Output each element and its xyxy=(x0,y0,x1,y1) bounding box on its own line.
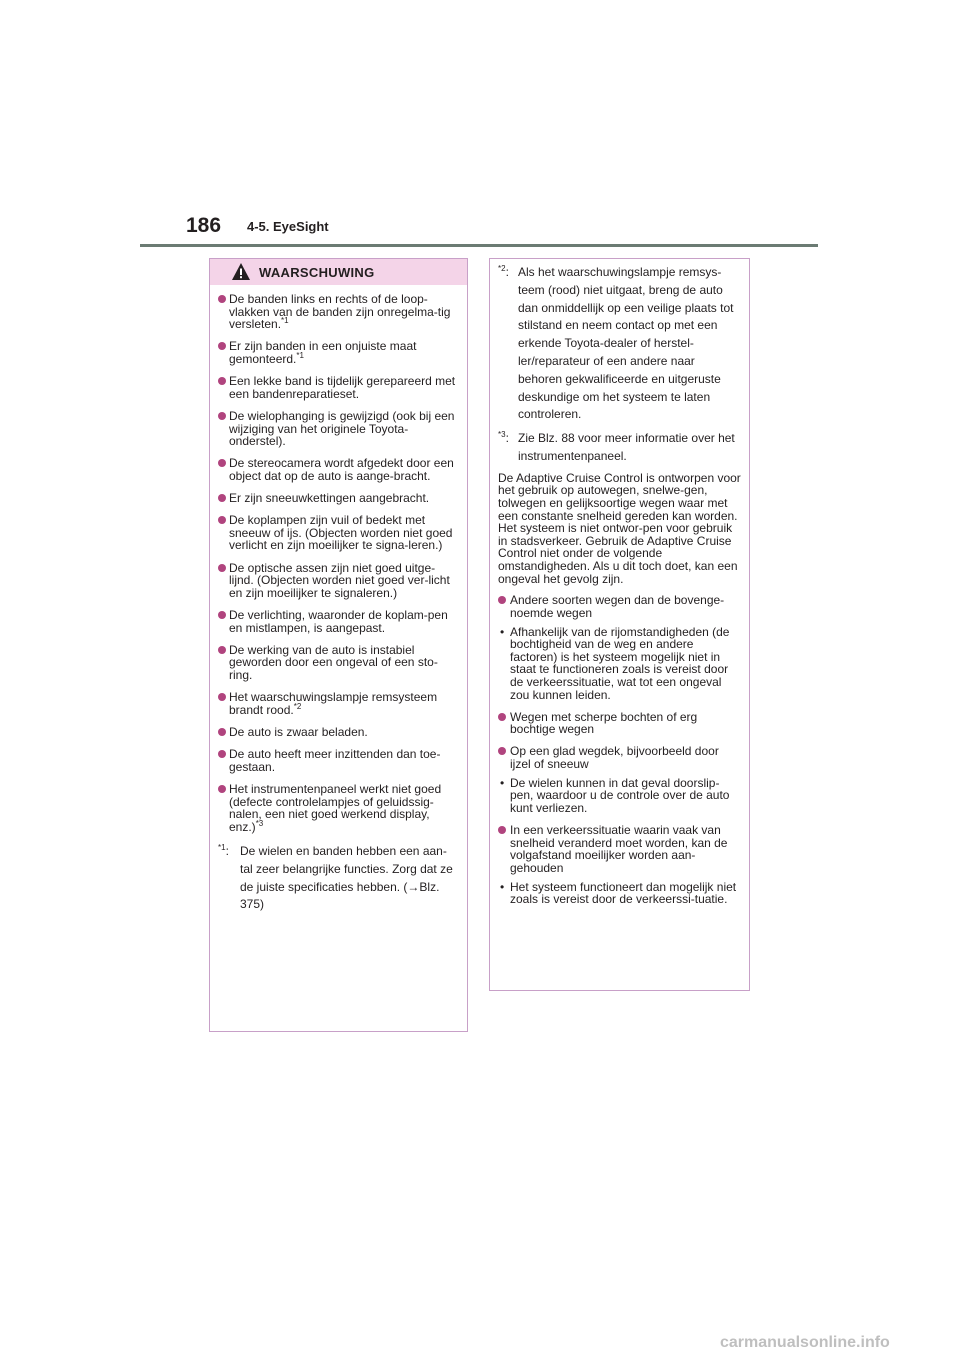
warning-item-text: De auto is zwaar beladen. xyxy=(229,724,368,739)
footnote-1: $^{*1}$: De wielen en banden hebben een aan-tal zeer belangrijke functies. Zorg dat ze de juiste specificaties hebben. (→Blz. 375) xyxy=(218,843,459,914)
bullet-icon xyxy=(218,459,226,467)
warning-item-text: Het waarschuwingslampje remsysteem brandt rood. xyxy=(229,690,438,717)
footnote-ref: *2 xyxy=(293,701,302,711)
warning-item xyxy=(218,562,459,600)
condition-item xyxy=(498,824,741,874)
bullet-icon xyxy=(218,516,226,524)
warning-item xyxy=(218,410,459,448)
bullet-icon xyxy=(218,693,226,701)
warning-triangle-icon xyxy=(231,262,251,282)
footnote-mark: *2 xyxy=(498,264,506,273)
condition-note xyxy=(498,626,741,702)
footnote-text: De wielen en banden hebben een aan-tal zeer belangrijke functies. Zorg dat ze de juiste specificaties hebben. (→Blz. 375) xyxy=(240,843,453,912)
warning-item xyxy=(218,726,459,739)
condition-text: Het systeem functioneert dan mogelijk niet zoals is vereist door de verkeerssi-tuatie. xyxy=(510,879,737,907)
small-dot-icon: • xyxy=(500,775,505,790)
condition-text: Op een glad wegdek, bijvoorbeeld door ijzel of sneeuw xyxy=(510,744,719,771)
warning-item-text: De verlichting, waaronder de koplam-pen en mistlampen, is aangepast. xyxy=(229,608,448,635)
info-box xyxy=(489,258,750,991)
bullet-icon xyxy=(498,826,506,834)
bullet-icon xyxy=(218,342,226,350)
warning-list xyxy=(210,285,467,833)
warning-header xyxy=(210,259,467,285)
page-number: 186 xyxy=(186,214,222,237)
warning-item-text: De wielophanging is gewijzigd (ook bij een wijziging van het originele Toyota-onderstel). xyxy=(229,408,455,449)
warning-title: WAARSCHUWING xyxy=(259,265,375,280)
warning-item xyxy=(218,748,459,773)
condition-note xyxy=(498,777,741,815)
condition-item xyxy=(498,594,741,619)
warning-item xyxy=(218,609,459,634)
bullet-icon xyxy=(498,596,506,604)
bullet-icon xyxy=(218,646,226,654)
footnote-3: $^{*3}$: Zie Blz. 88 voor meer informatie over het instrumentenpaneel. xyxy=(498,430,741,466)
footnote-text: Zie Blz. 88 voor meer informatie over het instrumentenpaneel. xyxy=(518,431,735,463)
header-rule xyxy=(140,244,818,247)
bullet-icon xyxy=(218,377,226,385)
condition-list xyxy=(498,594,741,906)
condition-text: Afhankelijk van de rijomstandigheden (de bochtigheid van de weg en andere factoren) is het systeem mogelijk niet in staat te functioneren zoals is vereist door de verkeerssituatie, wat tot een ongeval zou kunnen leiden. xyxy=(510,624,730,702)
bullet-icon xyxy=(218,611,226,619)
warning-item-text: De stereocamera wordt afgedekt door een object dat op de auto is aange-bracht. xyxy=(229,456,454,483)
warning-item-text: Er zijn sneeuwkettingen aangebracht. xyxy=(229,491,430,506)
warning-item xyxy=(218,691,459,716)
warning-item xyxy=(218,340,459,365)
bullet-icon xyxy=(218,750,226,758)
warning-item-text: Er zijn banden in een onjuiste maat gemonteerd. xyxy=(229,339,417,366)
footnote-text: Als het waarschuwingslampje remsys-teem (rood) niet uitgaat, breng de auto dan onmiddellijk op een veilige plaats tot stilstand en neem contact op met een erkende Toyota-dealer of herstel-ler/reparateur of een andere naar behoren gekwalificeerde en uitgeruste deskundige om het systeem te laten controleren. xyxy=(518,265,734,422)
condition-text: In een verkeerssituatie waarin vaak van snelheid veranderd moet worden, kan de volgafstand moeilijker worden aan-gehouden xyxy=(510,822,728,875)
bullet-icon xyxy=(218,785,226,793)
warning-item-text: De werking van de auto is instabiel geworden door een ongeval of een sto-ring. xyxy=(229,642,438,682)
footnote-ref: *1 xyxy=(281,316,289,326)
condition-text: De wielen kunnen in dat geval doorslip-pen, waardoor u de controle over de auto kunt verliezen. xyxy=(510,775,730,815)
warning-item-text: Het instrumentenpaneel werkt niet goed (defecte controlelampjes of geluidssig-nalen, een niet goed werkend display, enz.) xyxy=(229,781,442,834)
bullet-icon xyxy=(218,494,226,502)
warning-item xyxy=(218,492,459,505)
condition-text: Andere soorten wegen dan de bovenge-noemde wegen xyxy=(510,593,725,620)
condition-note xyxy=(498,881,741,906)
warning-box xyxy=(209,258,468,1032)
warning-item-text: De banden links en rechts of de loop-vlakken van de banden zijn onregelma-tig versleten. xyxy=(229,292,451,332)
warning-item-text: De auto heeft meer inzittenden dan toe-gestaan. xyxy=(229,747,441,774)
condition-item xyxy=(498,745,741,770)
warning-item xyxy=(218,783,459,833)
bullet-icon xyxy=(218,564,226,572)
small-dot-icon: • xyxy=(500,879,505,894)
bullet-icon xyxy=(498,713,506,721)
warning-item xyxy=(218,293,459,331)
footnote-mark: *1 xyxy=(218,842,226,852)
section-title: 4-5. EyeSight xyxy=(247,219,329,234)
footnote-2: $^{*2}$: Als het waarschuwingslampje remsys-teem (rood) niet uitgaat, breng de auto dan onmiddellijk op een veilige plaats tot stilstand en neem contact op met een erkende Toyota-dealer of herstel-ler/reparateur of een andere naar behoren gekwalificeerde en uitgeruste deskundige om het systeem te laten controleren. xyxy=(498,264,741,424)
watermark: carmanualsonline.info xyxy=(720,1334,890,1351)
bullet-icon xyxy=(218,728,226,736)
footnote-ref: *1 xyxy=(296,350,304,360)
condition-item xyxy=(498,711,741,736)
bullet-icon xyxy=(218,295,226,303)
warning-item xyxy=(218,457,459,482)
small-dot-icon: • xyxy=(500,624,505,639)
condition-text: Wegen met scherpe bochten of erg bochtige wegen xyxy=(510,709,698,737)
warning-item-text: Een lekke band is tijdelijk gerepareerd met een bandenreparatieset. xyxy=(229,374,456,401)
warning-item xyxy=(218,644,459,682)
bullet-icon xyxy=(218,412,226,420)
warning-item-text: De optische assen zijn niet goed uitge-lijnd. (Objecten worden niet goed ver-licht en zijn moeilijker te signaleren.) xyxy=(229,560,450,600)
warning-item-text: De koplampen zijn vuil of bedekt met sneeuw of ijs. (Objecten worden niet goed verlicht en zijn moeilijker te signa-leren.) xyxy=(229,513,453,553)
warning-item xyxy=(218,514,459,552)
intro-paragraph: De Adaptive Cruise Control is ontworpen voor het gebruik op autowegen, snelwe-gen, tolwegen en gelijksoortige wegen waar met een constante snelheid gereden kan worden. Het systeem is niet ontwor-pen voor gebruik in stadsverkeer. Gebruik de Adaptive Cruise Control niet onder de volgende omstandigheden. Als u dit toch doet, kan een ongeval het gevolg zijn. xyxy=(498,470,741,586)
warning-item xyxy=(218,375,459,400)
footnote-mark: *3 xyxy=(498,430,506,440)
footnote-ref: *3 xyxy=(255,818,264,828)
bullet-icon xyxy=(498,747,506,755)
